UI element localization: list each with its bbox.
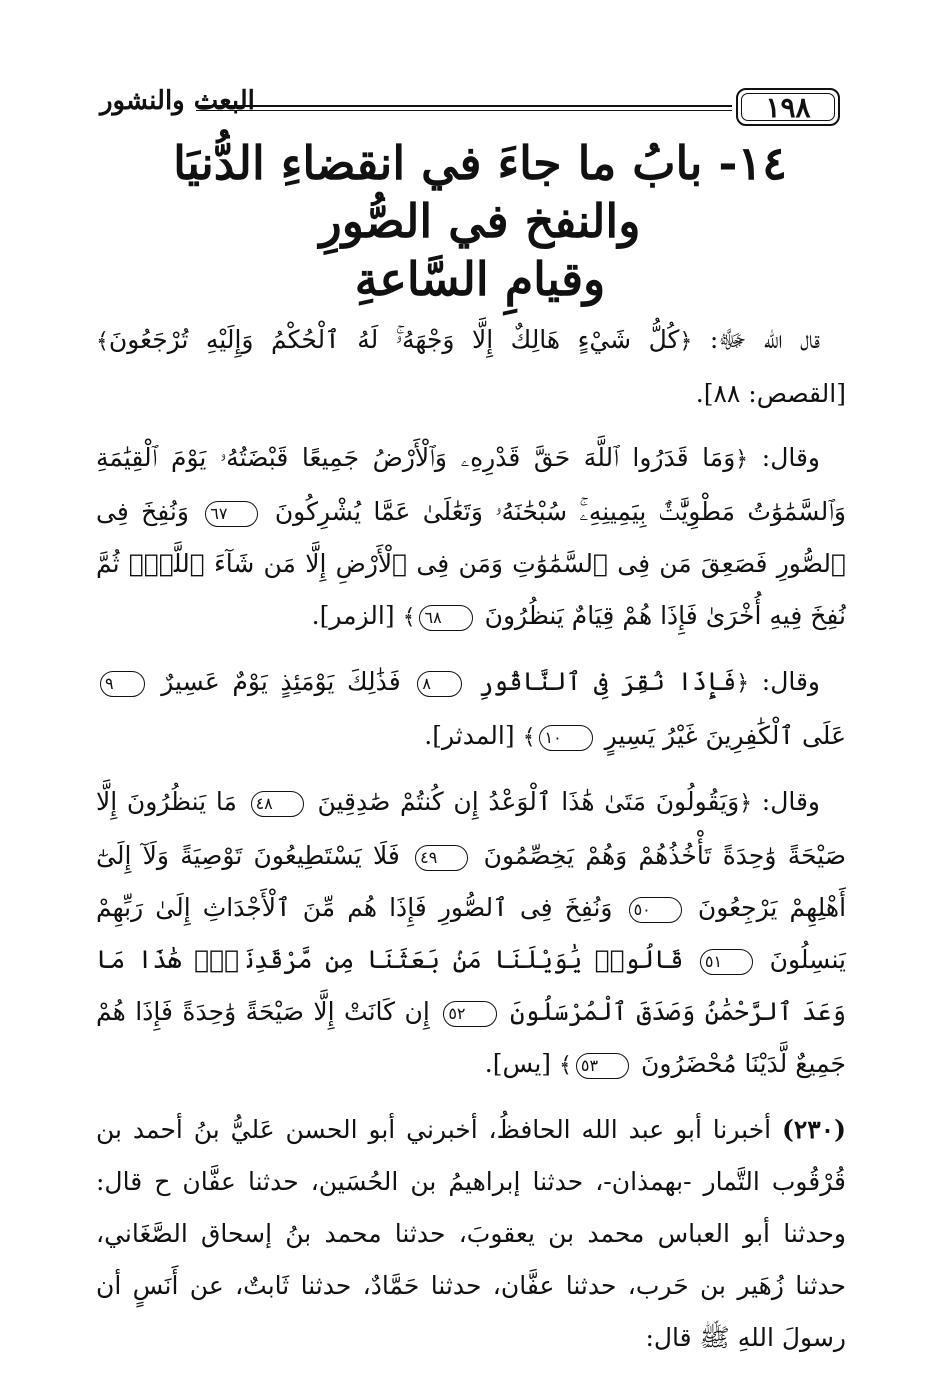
- ayah-number: ٥٢: [443, 1001, 496, 1027]
- paragraph-qasas: [96, 314, 846, 420]
- chapter-title-line-1: ١٤- بابُ ما جاءَ في انقضاءِ الدُّنيَا: [173, 136, 787, 190]
- quran-close-bracket: ﴾: [522, 725, 536, 750]
- quran-open-bracket: ﴿: [679, 329, 693, 354]
- ayah-number: ٨: [417, 671, 462, 697]
- ayah-number: ٦٨: [419, 605, 472, 631]
- quran-verse: وَنُفِخَ فِى ٱلصُّورِ فَصَعِقَ مَن فِى ٱلسَّمَٰوَٰتِ وَمَن فِى ٱلْأَرْضِ إِلَّا مَن شَآءَ ٱللَّهُۖ ثُمَّ نُفِخَ فِيهِ أُخْرَىٰ فَإِذَا هُمْ قِيَامٌ يَنظُرُونَ: [96, 497, 846, 630]
- paragraph-intro: وقال:: [761, 787, 821, 816]
- hadith-isnad: أخبرنا أبو عبد الله الحافظُ، أخبرني أبو الحسن عَليُّ بنُ أحمد بن قُرْقُوب التَّمار -بهمذان-، حدثنا إبراهيمُ بن الحُسَين، حدثنا عفَّان ح قال: وحدثنا أبو العباس محمد بن يعقوبَ، حدثنا محمد بنُ إسحاق الصَّغَاني، حدثنا زُهَير بن حَرب، حدثنا عفَّان، حدثنا حَمَّادٌ، حدثنا ثَابتٌ، عن أَنَسٍ أن رسولَ اللهِ ﷺ قال:: [96, 1115, 846, 1352]
- surah-reference: [الزمر].: [311, 601, 395, 630]
- quran-verse: وَنُفِخَ فِى ٱلصُّورِ فَإِذَا هُم مِّنَ ٱلْأَجْدَاثِ إِلَىٰ رَبِّهِمْ يَنسِلُونَ: [96, 893, 846, 974]
- ayah-number: ٩: [100, 671, 145, 697]
- quran-verse: فَلَا يَسْتَطِيعُونَ تَوْصِيَةً وَلَآ إِلَىٰٓ أَهْلِهِمْ يَرْجِعُونَ: [96, 841, 847, 922]
- quran-open-bracket: ﴿: [739, 791, 753, 816]
- header-rule: [196, 105, 732, 107]
- surah-reference: [القصص: ٨٨].: [695, 379, 846, 408]
- chapter-title-line-2: والنفخ في الصُّورِ: [319, 194, 641, 248]
- ayah-number: ٥١: [700, 949, 753, 975]
- quran-verse: إِن كَانَتْ إِلَّا صَيْحَةً وَٰحِدَةً فَإِذَا هُمْ جَمِيعٌ لَّدَيْنَا مُحْضَرُونَ: [96, 997, 846, 1078]
- paragraph-muddaththir: [96, 656, 846, 764]
- paragraph-yasin: [96, 776, 846, 1092]
- ayah-number: ٦٧: [205, 501, 258, 527]
- hadith-number: (٢٣٠): [782, 1115, 846, 1144]
- paragraph-intro: وقال:: [761, 443, 821, 472]
- paragraph-intro: قال الله ﷻ:: [709, 325, 820, 354]
- running-title: البعث والنشور: [100, 86, 255, 116]
- quran-verse: وَمَا قَدَرُوا ٱللَّهَ حَقَّ قَدْرِهِۦ وَٱلْأَرْضُ جَمِيعًا قَبْضَتُهُۥ يَوْمَ ٱلْقِيَٰمَةِ وَٱلسَّمَٰوَٰتُ مَطْوِيَّٰتٌۢ بِيَمِينِهِۦۚ سُبْحَٰنَهُۥ وَتَعَٰلَىٰ عَمَّا يُشْرِكُونَ: [96, 443, 846, 526]
- paragraph-intro: وقال:: [761, 667, 820, 696]
- paragraph-hadith: [96, 1104, 846, 1364]
- ayah-number: ٥٠: [629, 897, 682, 923]
- ayah-number: ٤٨: [251, 791, 304, 817]
- quran-close-bracket: ﴾: [559, 1053, 572, 1078]
- quran-verse: مَا يَنظُرُونَ إِلَّا صَيْحَةً وَٰحِدَةً تَأْخُذُهُمْ وَهُمْ يَخِصِّمُونَ: [96, 787, 847, 870]
- page-header: [100, 86, 840, 132]
- quran-verse: قَالُوا۟ يَٰوَيْلَنَا مَنۢ بَعَثَنَا مِن مَّرْقَدِنَاۜۗ هَٰذَا مَا وَعَدَ ٱلرَّحْمَٰنُ وَصَدَقَ ٱلْمُرْسَلُونَ: [96, 945, 846, 1026]
- surah-reference: [يس].: [484, 1049, 552, 1078]
- chapter-title-line-3: وقيامِ السَّاعةِ: [354, 252, 606, 306]
- quran-verse: فَإِذَا نُقِرَ فِى ٱلنَّاقُورِ: [478, 667, 737, 696]
- quran-verse: وَيَقُولُونَ مَتَىٰ هَٰذَا ٱلْوَعْدُ إِن كُنتُمْ صَٰدِقِينَ: [317, 787, 740, 816]
- ayah-number: ١٠: [539, 725, 592, 751]
- quran-close-bracket: ﴾: [96, 329, 109, 354]
- surah-reference: [المدثر].: [424, 721, 515, 750]
- quran-open-bracket: ﴿: [735, 447, 749, 472]
- paragraph-zumar: [96, 432, 846, 644]
- chapter-title: [100, 134, 860, 308]
- quran-open-bracket: ﴿: [736, 671, 750, 696]
- quran-verse: فَذَٰلِكَ يَوْمَئِذٍ يَوْمٌ عَسِيرٌ: [161, 667, 401, 696]
- quran-verse: عَلَى ٱلْكَٰفِرِينَ غَيْرُ يَسِيرٍ: [604, 721, 846, 750]
- quran-verse: كُلُّ شَيْءٍ هَالِكٌ إِلَّا وَجْهَهُۥۚ لَهُ ٱلْحُكْمُ وَإِلَيْهِ تُرْجَعُونَ: [108, 325, 680, 354]
- quran-close-bracket: ﴾: [402, 605, 416, 630]
- ayah-number: ٥٣: [576, 1053, 629, 1079]
- page-content: [96, 314, 846, 1376]
- page-number: ١٩٨: [736, 88, 840, 126]
- ayah-number: ٤٩: [415, 845, 468, 871]
